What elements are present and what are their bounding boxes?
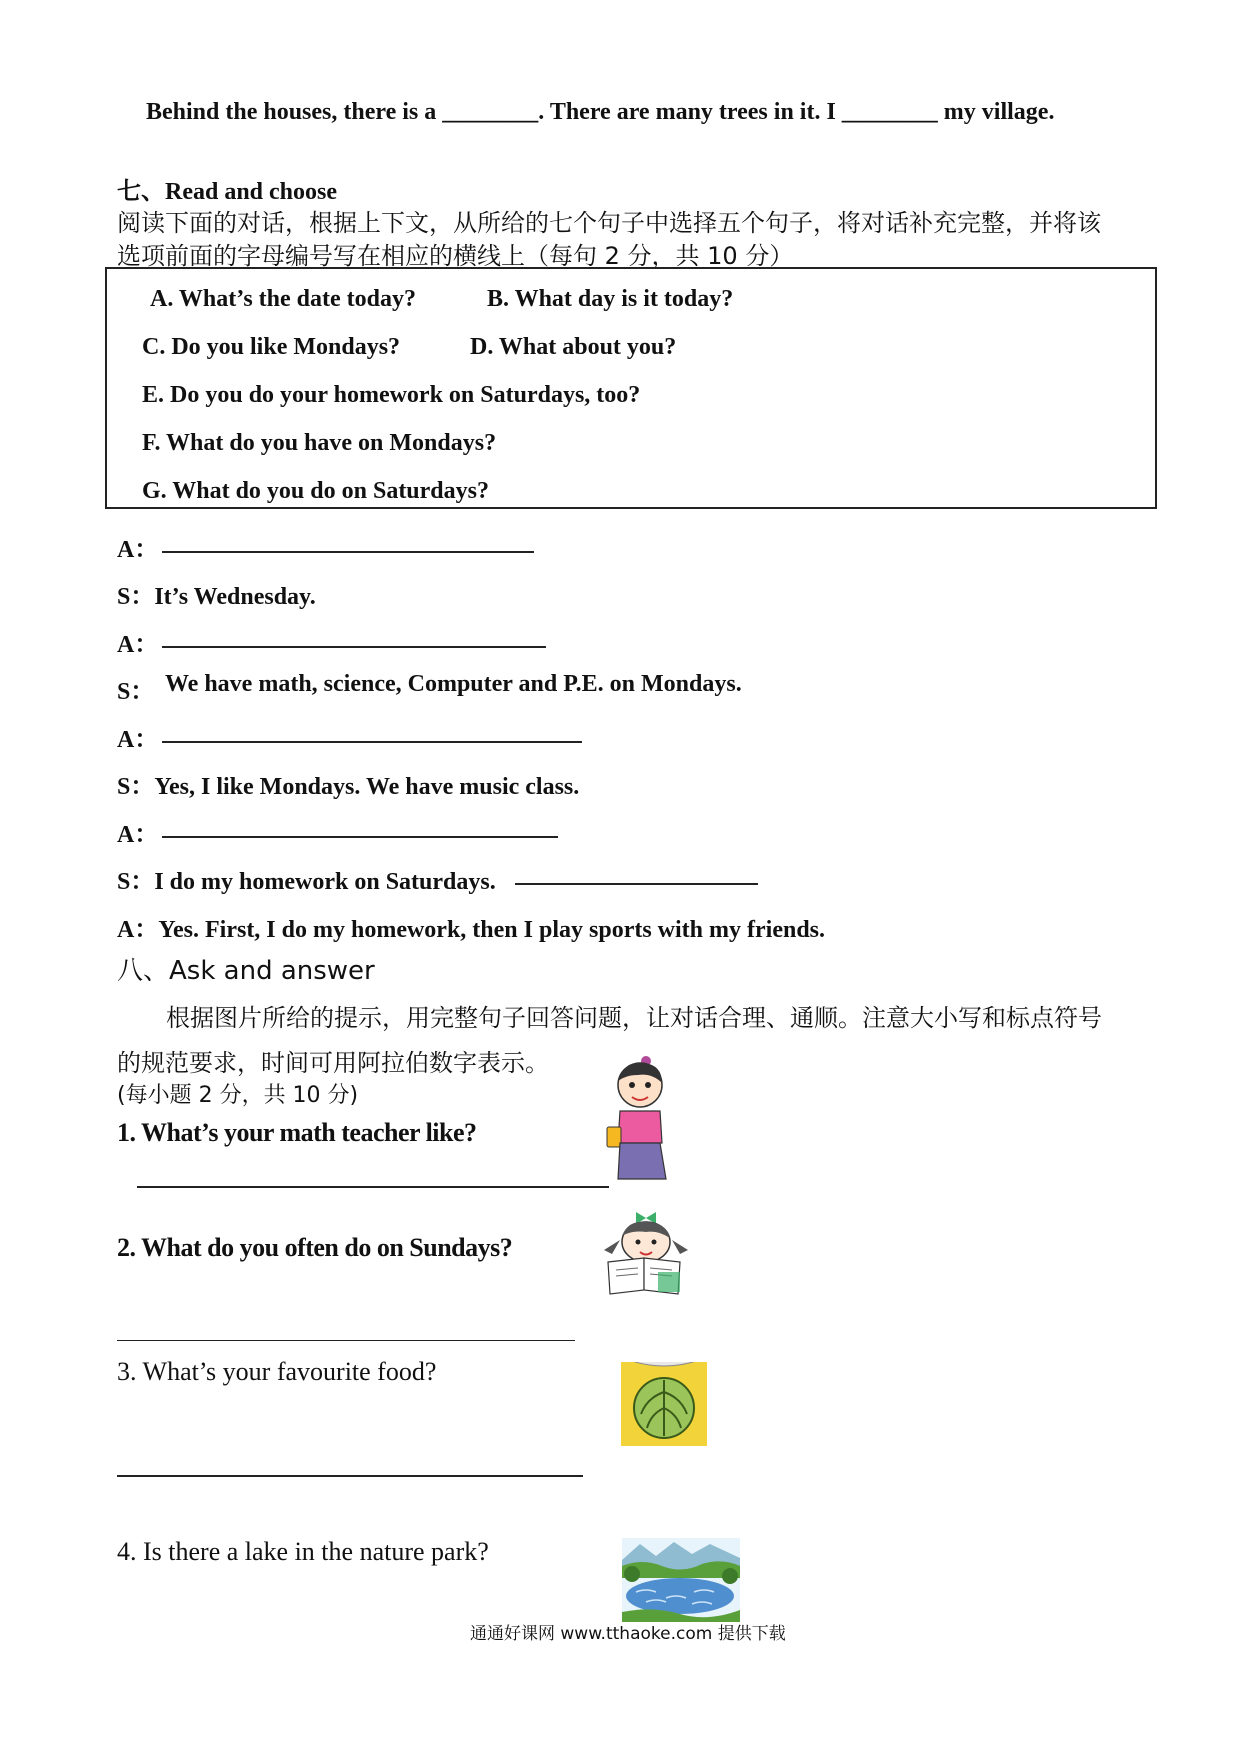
footer-text: 通通好课网 www.tthaoke.com 提供下载 [470, 1624, 786, 1644]
option-a: A. What’s the date today? [150, 286, 417, 312]
section8-instruction-line1: 根据图片所给的提示，用完整句子回答问题，让对话合理、通顺。注意大小写和标点符号 [166, 1004, 1102, 1032]
section7-title: 七、Read and choose [117, 179, 338, 205]
top-sentence: Behind the houses, there is a ________. There are many trees in it. I ________ my village. [146, 99, 1055, 125]
answer-line-s4[interactable] [515, 883, 758, 885]
section7-instruction-line1: 阅读下面的对话，根据上下文，从所给的七个句子中选择五个句子，将对话补充完整，并将该 [117, 209, 1101, 237]
dialogue-s3: S：Yes, I like Mondays. We have music class. [117, 774, 580, 800]
section8-instruction-line2: 的规范要求，时间可用阿拉伯数字表示。 [117, 1049, 549, 1077]
option-e: E. Do you do your homework on Saturdays, too? [142, 382, 641, 408]
teacher-girl-illustration [604, 1055, 670, 1181]
dialogue-s2-text: We have math, science, Computer and P.E. on Mondays. [165, 671, 742, 697]
option-d: D. What about you? [470, 334, 677, 360]
question-2: 2. What do you often do on Sundays? [117, 1233, 513, 1262]
dialogue-s4: S：I do my homework on Saturdays. [117, 869, 496, 895]
section8-title: 八、Ask and answer [117, 956, 375, 986]
dialogue-a1-speaker: A： [117, 537, 159, 563]
section8-score: (每小题 2 分，共 10 分) [117, 1083, 359, 1108]
option-f: F. What do you have on Mondays? [142, 430, 497, 456]
option-g: G. What do you do on Saturdays? [142, 478, 489, 504]
dialogue-a2-speaker: A： [117, 632, 159, 658]
reading-girl-illustration [598, 1212, 694, 1296]
answer-line-a3[interactable] [162, 741, 582, 743]
answer-line-a4[interactable] [162, 836, 558, 838]
lake-park-illustration [622, 1538, 740, 1622]
answer-line-a2[interactable] [162, 646, 546, 648]
dialogue-a3-speaker: A： [117, 727, 159, 753]
answer-line-q2[interactable] [117, 1340, 575, 1341]
cabbage-illustration [621, 1362, 707, 1446]
answer-line-a1[interactable] [162, 551, 534, 553]
dialogue-s2-speaker: S： [117, 679, 155, 705]
answer-line-q3[interactable] [117, 1475, 583, 1477]
question-3: 3. What’s your favourite food? [117, 1357, 437, 1386]
option-c: C. Do you like Mondays? [142, 334, 401, 360]
option-b: B. What day is it today? [487, 286, 734, 312]
dialogue-a4-speaker: A： [117, 822, 159, 848]
question-4: 4. Is there a lake in the nature park? [117, 1537, 489, 1566]
question-1: 1. What’s your math teacher like? [117, 1118, 477, 1147]
section7-instruction-line2: 选项前面的字母编号写在相应的横线上（每句 2 分，共 10 分） [117, 242, 794, 270]
answer-line-q1[interactable] [137, 1186, 609, 1188]
dialogue-a5: A：Yes. First, I do my homework, then I play sports with my friends. [117, 917, 826, 943]
dialogue-s1: S：It’s Wednesday. [117, 584, 316, 610]
